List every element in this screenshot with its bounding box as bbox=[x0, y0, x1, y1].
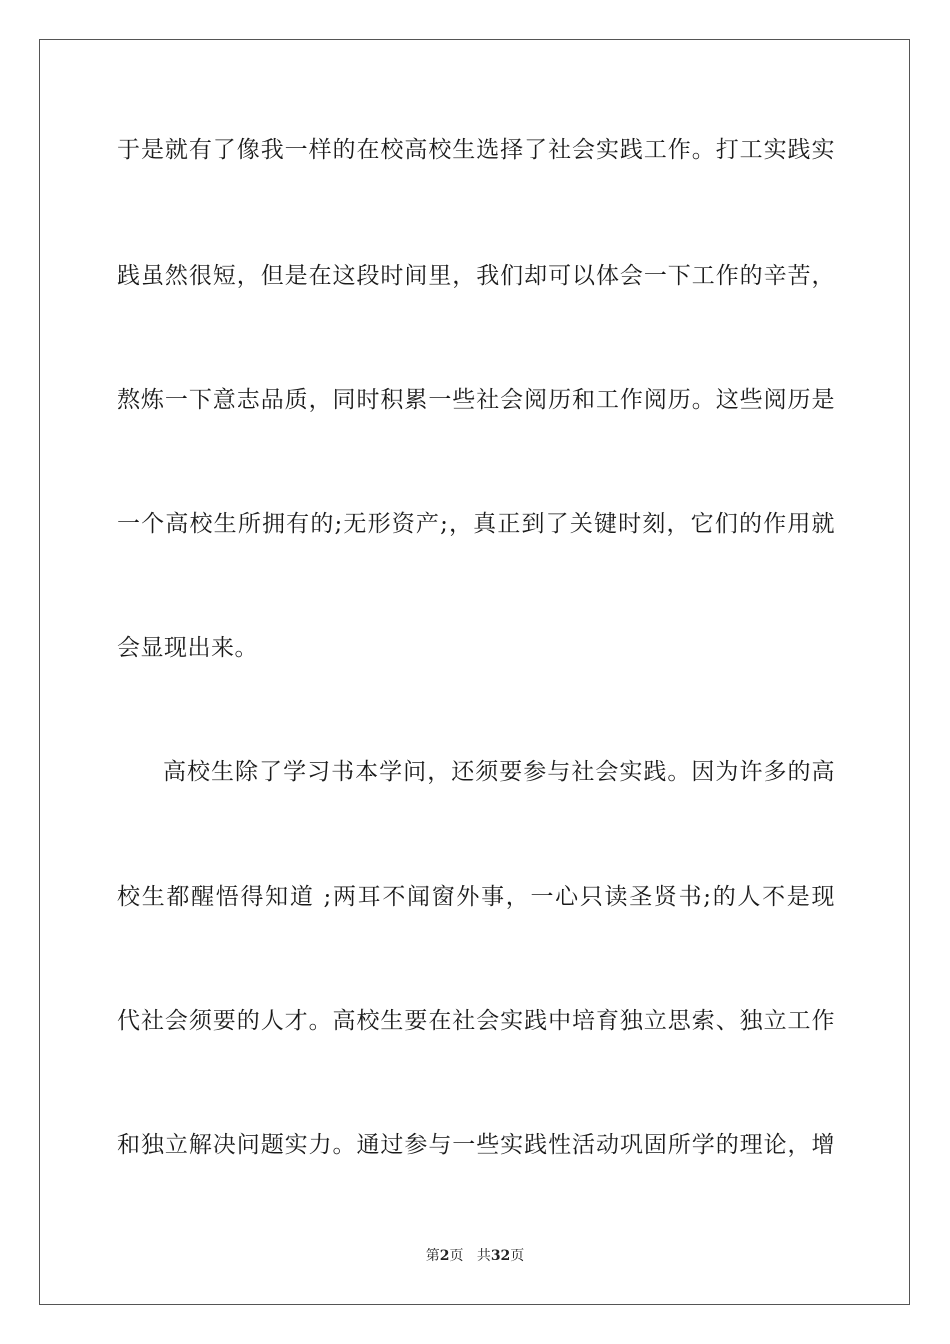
total-pages: 32 bbox=[490, 1248, 511, 1264]
page-footer bbox=[0, 1247, 950, 1265]
text-line: 于是就有了像我一样的在校高校生选择了社会实践工作。打工实践实 bbox=[117, 137, 835, 163]
text-line: 践虽然很短，但是在这段时间里，我们却可以体会一下工作的辛苦， bbox=[117, 263, 835, 289]
text-line: 代社会须要的人才。高校生要在社会实践中培育独立思索、独立工作 bbox=[117, 1008, 835, 1034]
text-line: 熬炼一下意志品质，同时积累一些社会阅历和工作阅历。这些阅历是 bbox=[117, 387, 835, 413]
page-label-suffix: 页 bbox=[449, 1248, 464, 1264]
text-line: 和独立解决问题实力。通过参与一些实践性活动巩固所学的理论，增 bbox=[117, 1132, 835, 1158]
text-line: 一个高校生所拥有的;无形资产;，真正到了关键时刻，它们的作用就 bbox=[117, 511, 835, 537]
page-border bbox=[39, 39, 910, 1305]
page-label-prefix: 第 bbox=[425, 1248, 440, 1264]
text-line: 校生都醒悟得知道 ;两耳不闻窗外事，一心只读圣贤书;的人不是现 bbox=[117, 884, 835, 910]
text-line: 高校生除了学习书本学问，还须要参与社会实践。因为许多的高 bbox=[163, 759, 835, 785]
text-line: 会显现出来。 bbox=[117, 635, 258, 661]
total-label-suffix: 页 bbox=[510, 1248, 525, 1264]
page-number: 2 bbox=[439, 1248, 450, 1264]
total-label-prefix: 共 bbox=[476, 1248, 491, 1264]
